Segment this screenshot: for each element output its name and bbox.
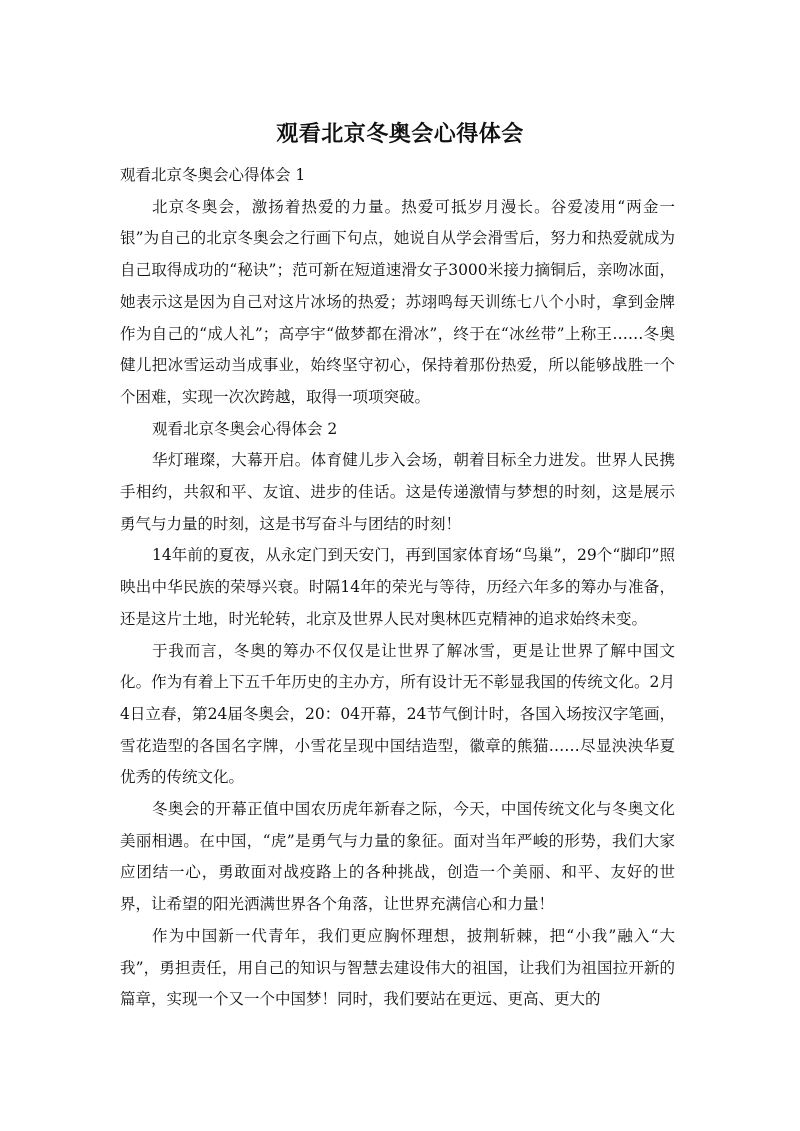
document-title: 观看北京冬奥会心得体会 [276,122,524,147]
paragraph-6: 作为中国新一代青年，我们更应胸怀理想，披荆斩棘，把“小我”融入“大我”，勇担责任，用自己的知识与智慧去建设伟大的祖国，让我们为祖国拉开新的篇章，实现一个又一个中国梦！同时，我们要站在更远、更高、更大的 [120,926,675,1009]
paragraph-2: 华灯璀璨，大幕开启。体育健儿步入会场，朝着目标全力进发。世界人民携手相约，共叙和平、友谊、进步的佳话。这是传递激情与梦想的时刻，这是展示勇气与力量的时刻，这是书写奋斗与团结的时刻！ [120,451,675,533]
paragraph-4: 于我而言，冬奥的筹办不仅仅是让世界了解冰雪，更是让世界了解中国文化。作为有着上下五千年历史的主办方，所有设计无不彰显我国的传统文化。2月4日立春，第24届冬奥会，20：04开幕，24节气倒计时，各国入场按汉字笔画，雪花造型的各国名字牌，小雪花呈现中国结造型，徽章的熊猫……尽显泱泱华夏优秀的传统文化。 [120,641,675,787]
paragraph-5: 冬奥会的开幕正值中国农历虎年新春之际，今天，中国传统文化与冬奥文化美丽相遇。在中国，“虎”是勇气与力量的象征。面对当年严峻的形势，我们大家应团结一心，勇敢面对战疫路上的各种挑战，创造一个美丽、和平、友好的世界，让希望的阳光洒满世界各个角落，让世界充满信心和力量！ [120,800,675,914]
section-heading-1: 观看北京冬奥会心得体会 1 [120,166,306,184]
section-heading-2: 观看北京冬奥会心得体会 2 [152,419,338,438]
paragraph-1: 北京冬奥会，激扬着热爱的力量。热爱可抵岁月漫长。谷爱凌用“两金一银”为自己的北京冬奥会之行画下句点，她说自从学会滑雪后，努力和热爱就成为自己取得成功的“秘诀”；范可新在短道速滑女子3000米接力摘铜后，亲吻冰面，她表示这是因为自己对这片冰场的热爱；苏翊鸣每天训练七八个小时，拿到金牌作为自己的“成人礼”；高亭宇“做梦都在滑冰”，终于在“冰丝带”上称王……冬奥健儿把冰雪运动当成事业，始终坚守初心，保持着那份热爱，所以能够战胜一个个困难，实现一次次跨越，取得一项项突破。 [120,197,675,406]
paragraph-3: 14年前的夏夜，从永定门到天安门，再到国家体育场“鸟巢”，29个“脚印”照映出中华民族的荣辱兴衰。时隔14年的荣光与等待，历经六年多的筹办与准备，还是这片土地，时光轮转，北京及世界人民对奥林匹克精神的追求始终未变。 [120,546,675,628]
document-body [120,160,675,1016]
